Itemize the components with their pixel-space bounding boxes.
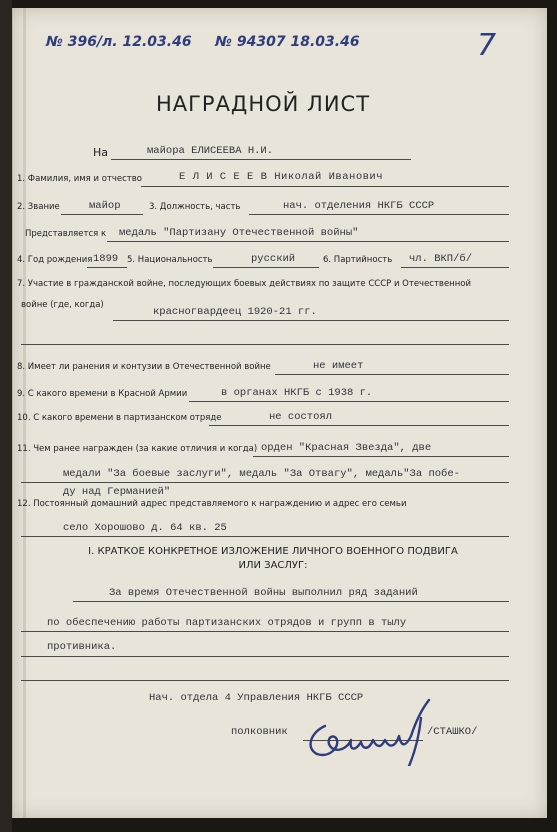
- to-value: майора ЕЛИСЕЕВА Н.И.: [147, 145, 274, 157]
- registration-number-1: № 396/л. 12.03.46: [46, 34, 192, 50]
- underline: [249, 214, 509, 215]
- underline: [87, 267, 127, 268]
- underline: [189, 401, 509, 402]
- field-6-label: 6. Партийность: [323, 255, 393, 265]
- field-7-label-line-2: войне (где, когда): [21, 300, 104, 310]
- field-10-value: не состоял: [269, 411, 333, 423]
- field-8-label: 8. Имеет ли ранения и контузии в Отечественной войне: [17, 362, 271, 372]
- field-11-label: 11. Чем ранее награжден (за какие отличия и когда): [17, 444, 258, 454]
- underline: [21, 536, 509, 537]
- field-2-label: 2. Звание: [17, 202, 60, 212]
- field-7-value: красногвардеец 1920-21 гг.: [153, 306, 317, 318]
- field-11-value-line-2: медали "За боевые заслуги", медаль "За Отвагу", медаль"За побе-: [63, 468, 460, 480]
- field-4-label: 4. Год рождения: [17, 255, 93, 265]
- page-number: 7: [477, 28, 497, 63]
- section-heading-line-2: ИЛИ ЗАСЛУГ:: [238, 560, 308, 571]
- underline: [111, 159, 411, 160]
- field-6-value: чл. ВКП/б/: [409, 253, 473, 265]
- underline: [107, 241, 509, 242]
- underline: [21, 631, 509, 632]
- field-8-value: не имеет: [313, 360, 364, 372]
- registration-number-2: № 94307 18.03.46: [215, 34, 360, 50]
- underline: [21, 680, 509, 681]
- field-2-value: майор: [89, 200, 121, 212]
- handwritten-signature: [303, 696, 453, 766]
- field-11-value-line-1: орден "Красная Звезда", две: [261, 442, 432, 454]
- underline: [253, 456, 509, 457]
- merit-text-line-1: За время Отечественной войны выполнил ряд заданий: [109, 587, 418, 599]
- document-title: НАГРАДНОЙ ЛИСТ: [155, 92, 371, 116]
- merit-text-line-2: по обеспечению работы партизанских отрядов и групп в тылу: [47, 617, 407, 629]
- underline: [21, 656, 509, 657]
- field-3-value: нач. отделения НКГБ СССР: [283, 200, 435, 212]
- presented-label: Представляется к: [25, 229, 107, 239]
- field-12-label: 12. Постоянный домашний адрес представляемого к награждению и адрес его семьи: [17, 499, 407, 509]
- merit-text-line-3: противника.: [47, 641, 117, 653]
- underline: [113, 320, 509, 321]
- field-9-label: 9. С какого времени в Красной Армии: [17, 389, 188, 399]
- to-label: На: [93, 146, 109, 159]
- field-10-label: 10. С какого времени в партизанском отряде: [17, 413, 222, 423]
- underline: [275, 374, 509, 375]
- signer-position: Нач. отдела 4 Управления НКГБ СССР: [149, 692, 364, 704]
- underline: [401, 267, 509, 268]
- award-sheet: [12, 8, 547, 818]
- section-heading-line-1: I. КРАТКОЕ КОНКРЕТНОЕ ИЗЛОЖЕНИЕ ЛИЧНОГО ВОЕННОГО ПОДВИГА: [88, 546, 458, 557]
- field-11-value-line-3: ду над Германией": [63, 486, 171, 498]
- field-5-label: 5. Национальность: [127, 255, 213, 265]
- signer-name: /СТАШКО/: [427, 726, 478, 738]
- underline: [141, 186, 509, 187]
- field-5-value: русский: [251, 253, 296, 265]
- binding-edge: [0, 0, 12, 832]
- underline: [21, 482, 509, 483]
- field-3-label: 3. Должность, часть: [149, 202, 241, 212]
- underline: [61, 214, 143, 215]
- handwritten-registration-numbers: [46, 31, 406, 55]
- underline: [213, 267, 319, 268]
- underline: [73, 601, 509, 602]
- presented-value: медаль "Партизану Отечественной войны": [119, 227, 359, 239]
- underline: [21, 344, 509, 345]
- field-7-label-line-1: 7. Участие в гражданской войне, последующих боевых действиях по защите СССР и Отечественной: [17, 279, 472, 289]
- field-9-value: в органах НКГБ с 1938 г.: [221, 387, 373, 399]
- field-4-value: 1899: [93, 253, 119, 265]
- underline: [209, 425, 509, 426]
- field-12-value: село Хорошово д. 64 кв. 25: [63, 522, 227, 534]
- field-1-value: Е Л И С Е Е В Николай Иванович: [179, 171, 384, 183]
- field-1-label: 1. Фамилия, имя и отчество: [17, 174, 142, 184]
- signer-rank: полковник: [231, 726, 288, 738]
- section-heading: [73, 545, 473, 573]
